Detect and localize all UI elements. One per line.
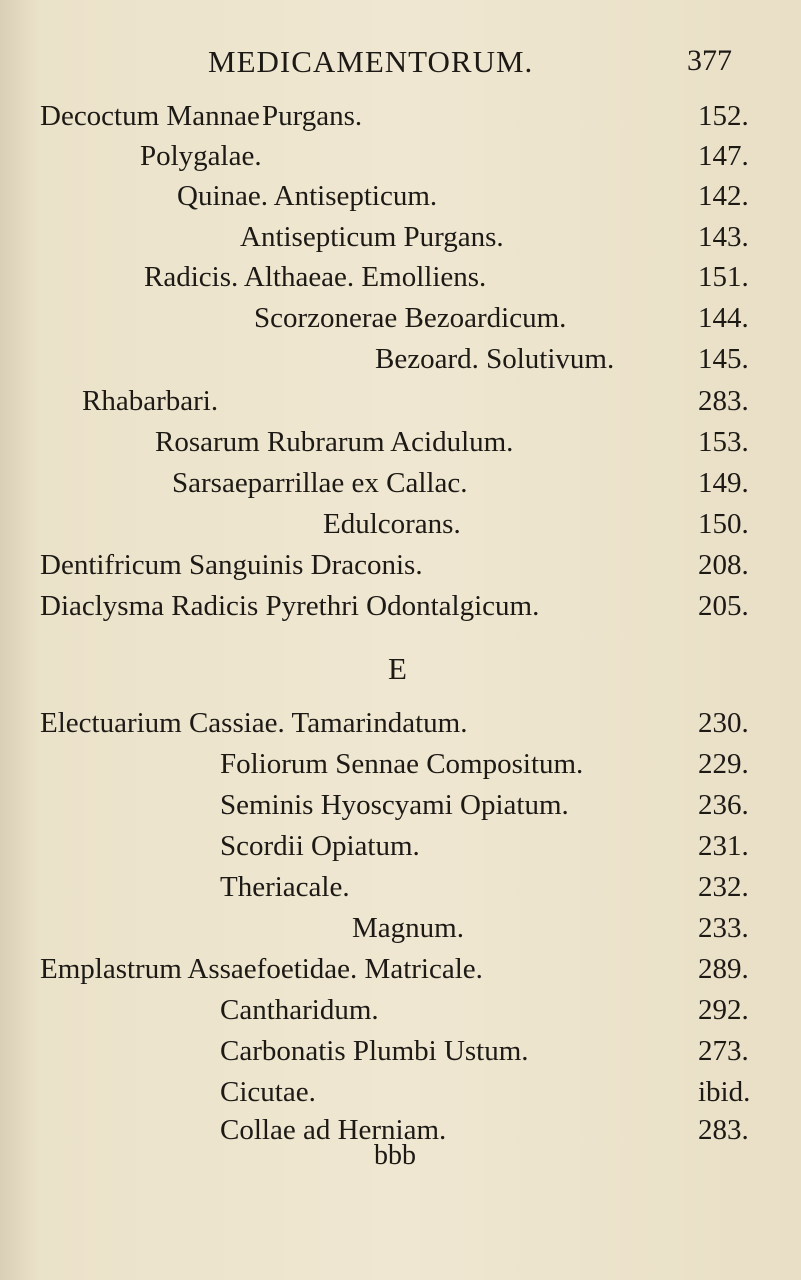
index-entry: [40, 381, 760, 421]
page-header: [0, 44, 801, 84]
index-entry: [40, 545, 760, 585]
entry-page: 292.: [698, 994, 749, 1026]
entry-page: 273.: [698, 1035, 749, 1067]
index-entry: [40, 422, 760, 462]
entry-text: Rhabarbari.: [82, 385, 219, 417]
entry-head: Dentifricum Sanguinis Draconis.: [40, 549, 423, 581]
entry-text: Magnum.: [352, 912, 464, 944]
index-entry: [40, 1031, 760, 1071]
entry-page: 289.: [698, 953, 749, 985]
index-entry: [40, 339, 760, 379]
index-entry: [40, 744, 760, 784]
entry-text: Antisepticum Purgans.: [240, 221, 504, 253]
entry-page: 151.: [698, 261, 749, 293]
entry-page: 283.: [698, 1114, 749, 1146]
index-entry: [40, 463, 760, 503]
entry-page: 145.: [698, 343, 749, 375]
entry-text: Radicis. Althaeae. Emolliens.: [144, 261, 487, 293]
entry-head: Decoctum Mannae: [40, 100, 260, 132]
index-entry: [40, 826, 760, 866]
page-number: 377: [687, 44, 732, 77]
entry-page: 229.: [698, 748, 749, 780]
entry-text: Carbonatis Plumbi Ustum.: [220, 1035, 529, 1067]
index-entry: [40, 703, 760, 743]
entry-page: 150.: [698, 508, 749, 540]
entry-page: 149.: [698, 467, 749, 499]
entry-page: 142.: [698, 180, 749, 212]
index-entry: [40, 867, 760, 907]
index-entry: [40, 1072, 760, 1112]
entry-text: Edulcorans.: [323, 508, 461, 540]
index-entry: [40, 217, 760, 257]
entry-text: Bezoard. Solutivum.: [375, 343, 615, 375]
entry-text: Polygalae.: [140, 140, 262, 172]
index-entry: [40, 136, 760, 176]
index-entry: [40, 990, 760, 1030]
entry-text: Collae ad Herniam.: [220, 1114, 447, 1146]
index-entry: [40, 908, 760, 948]
entry-text: Theriacale.: [220, 871, 350, 903]
entry-text: Scorzonerae Bezoardicum.: [254, 302, 567, 334]
entry-page: 144.: [698, 302, 749, 334]
entry-text: Quinae. Antisepticum.: [177, 180, 438, 212]
entry-page: 231.: [698, 830, 749, 862]
index-entry: [40, 298, 760, 338]
index-entry: [40, 949, 760, 989]
entry-page: 233.: [698, 912, 749, 944]
entry-text: Seminis Hyoscyami Opiatum.: [220, 789, 569, 821]
index-entry: [40, 785, 760, 825]
entry-text: Cicutae.: [220, 1076, 316, 1108]
entry-text: Scordii Opiatum.: [220, 830, 420, 862]
entry-page: 232.: [698, 871, 749, 903]
index-entry: [40, 257, 760, 297]
signature-mark: bbb: [374, 1140, 416, 1171]
index-entry: [40, 504, 760, 544]
entry-head: Electuarium Cassiae. Tamarindatum.: [40, 707, 468, 739]
entry-text: Purgans.: [262, 100, 363, 132]
entry-page: 147.: [698, 140, 749, 172]
index-entry: [40, 176, 760, 216]
entry-text: Cantharidum.: [220, 994, 379, 1026]
entry-page: 208.: [698, 549, 749, 581]
entry-head: Diaclysma Radicis Pyrethri Odontalgicum.: [40, 590, 540, 622]
entry-page: 153.: [698, 426, 749, 458]
entry-page: 205.: [698, 590, 749, 622]
running-title: MEDICAMENTORUM.: [208, 44, 534, 79]
index-entry: [40, 96, 760, 136]
entry-text: Sarsaeparrillae ex Callac.: [172, 467, 468, 499]
entry-page: 236.: [698, 789, 749, 821]
entry-page: 143.: [698, 221, 749, 253]
entry-page: 152.: [698, 100, 749, 132]
entry-page: ibid.: [698, 1076, 751, 1108]
entry-page: 230.: [698, 707, 749, 739]
index-entry: [40, 586, 760, 626]
entry-text: Rosarum Rubrarum Acidulum.: [155, 426, 514, 458]
entry-head: Emplastrum Assaefoetidae. Matricale.: [40, 953, 483, 985]
entry-page: 283.: [698, 385, 749, 417]
entry-text: Foliorum Sennae Compositum.: [220, 748, 584, 780]
section-letter: E: [388, 651, 407, 686]
